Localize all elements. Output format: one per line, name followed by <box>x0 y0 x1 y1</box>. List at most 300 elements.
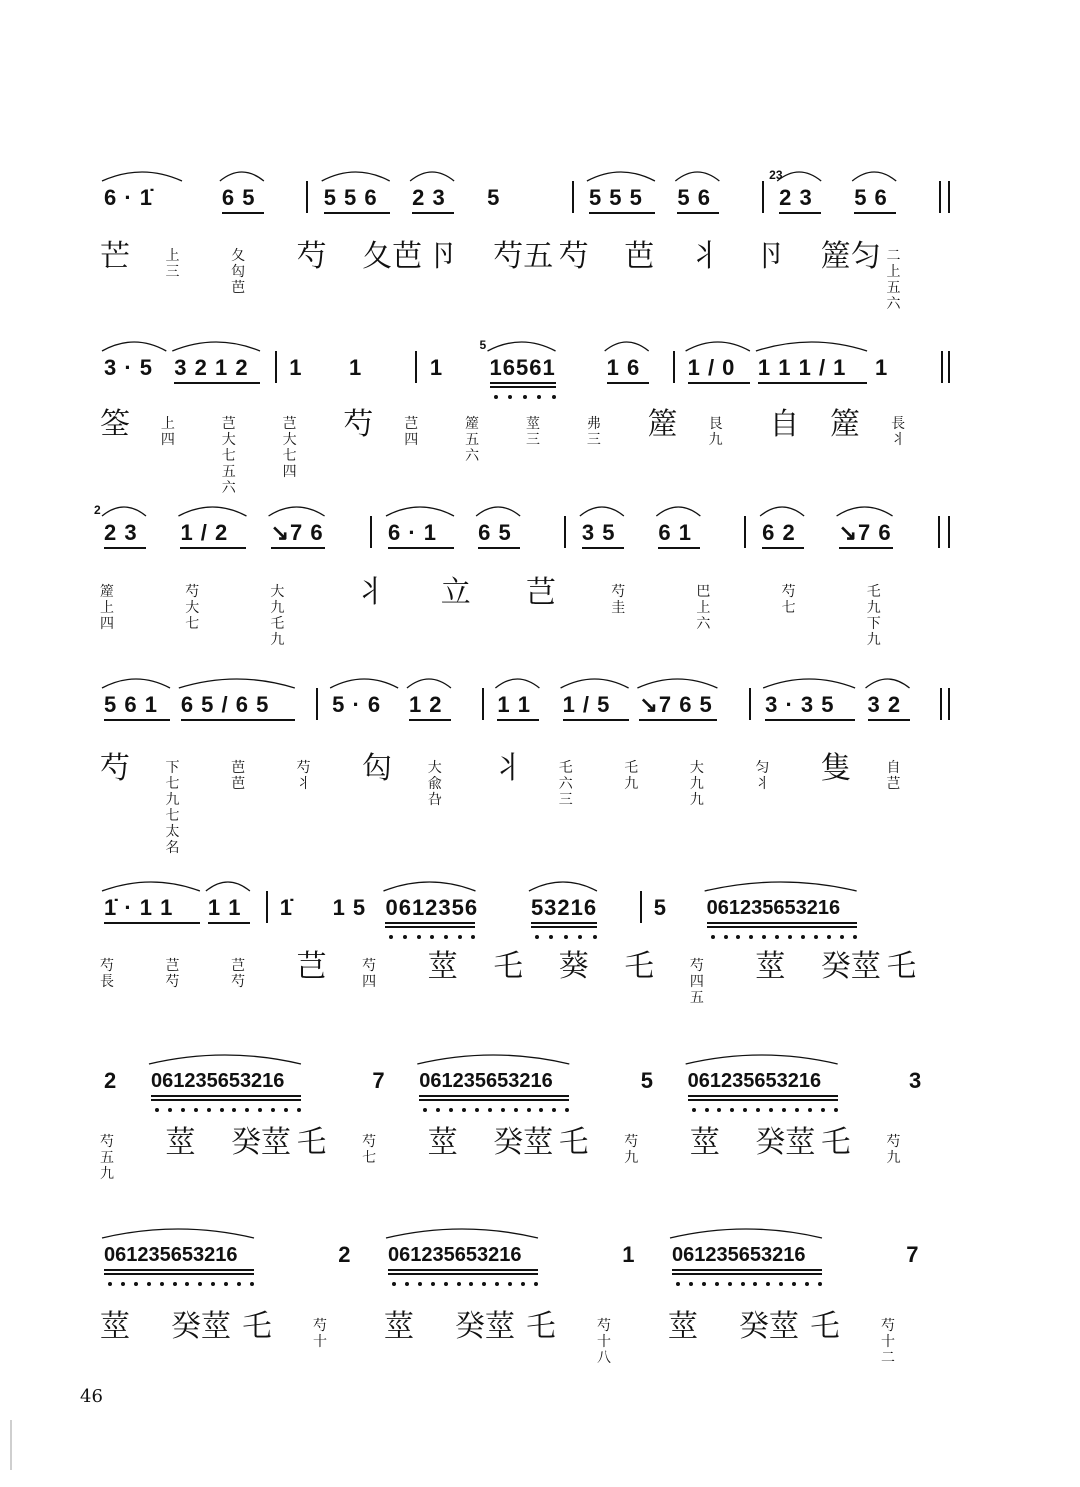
octave-dot <box>775 935 779 939</box>
jianzi-tablature-char: 芍 七 <box>362 1134 377 1166</box>
slur-arc <box>686 342 750 351</box>
jianpu-note-group: 3 · 5 <box>104 355 154 380</box>
octave-dot <box>539 1108 543 1112</box>
octave-dot <box>495 1282 499 1286</box>
jianzi-tablature-char: 芑 大 七 四 <box>282 416 297 480</box>
octave-dot <box>565 1108 569 1112</box>
jianzi-tablature-char: 芍 圭 <box>611 584 626 616</box>
rhythm-underline <box>409 719 451 721</box>
octave-dot <box>258 1108 262 1112</box>
octave-dot <box>237 1282 241 1286</box>
rhythm-underline <box>181 719 295 721</box>
slur-arc <box>675 172 719 181</box>
jianzi-tablature-char: 芍 <box>558 239 589 274</box>
slur-arc <box>866 679 910 688</box>
jianpu-note-group: 6 5 / 6 5 <box>180 692 270 717</box>
jianpu-note-group: 1̇ <box>279 895 293 920</box>
jianzi-tablature-char: 巴 上 六 <box>696 584 711 632</box>
rhythm-underline <box>531 922 597 924</box>
jianpu-note-group: 061235653216 <box>419 1070 553 1092</box>
slur-arc <box>756 342 867 351</box>
jianzi-tablature-char: 卪 <box>755 239 786 274</box>
octave-dot <box>121 1282 125 1286</box>
jianzi-tablature-char: 芑 芍 <box>165 958 180 990</box>
barline <box>316 688 318 720</box>
jianpu-note-group: 061235653216 <box>388 1244 522 1266</box>
jianpu-note-group: 061235653216 <box>687 1070 822 1092</box>
jianzi-tablature-char: 夂 匃芭 <box>231 248 246 296</box>
rhythm-underline <box>582 547 624 549</box>
jianzi-tablature-char: 芍五 <box>493 239 554 274</box>
slur-arc <box>686 1055 838 1064</box>
slur-arc <box>417 1055 569 1064</box>
slur-arc <box>670 1229 822 1238</box>
jianzi-tablature-char: 芍 九 <box>624 1134 639 1166</box>
jianpu-note-group: 1 / 2 <box>180 520 229 545</box>
jianpu-note-group: 6 1 <box>658 520 692 545</box>
jianzi-tablature-char: 簅 五 六 <box>465 416 480 464</box>
octave-dot <box>782 1108 786 1112</box>
jianzi-tablature-char: 乇 六 三 <box>558 760 573 808</box>
octave-dot <box>211 1282 215 1286</box>
slur-arc <box>102 1229 254 1238</box>
slur-arc <box>386 1229 538 1238</box>
jianpu-note-group: 1 6 <box>606 355 641 380</box>
octave-dot <box>756 1108 760 1112</box>
barline <box>482 688 484 720</box>
jianpu-note-group: 061235653216 <box>150 1070 285 1092</box>
octave-dot <box>134 1282 138 1286</box>
jianzi-tablature-char: 芭 芭 <box>231 760 246 792</box>
jianzi-tablature-char: 癸莖 <box>455 1309 515 1344</box>
jianpu-note-group: 3 · 3 5 <box>765 692 835 717</box>
jianzi-tablature-char: 匀 丬 <box>755 760 770 792</box>
jianzi-tablature-char: 丬 <box>355 575 386 610</box>
jianzi-tablature-char: 上 四 <box>160 416 175 448</box>
rhythm-underline <box>589 212 655 214</box>
jianpu-note-group: 1 1 1 / 1 <box>757 355 847 380</box>
jianzi-tablature-char: 簅匀 <box>820 239 881 274</box>
rhythm-underline <box>688 1095 838 1097</box>
octave-dot <box>108 1282 112 1286</box>
jianzi-tablature-char: 芍 七 <box>781 584 796 616</box>
slur-arc <box>587 172 655 181</box>
jianzi-tablature-char: 癸莖 <box>493 1125 554 1160</box>
slur-arc <box>178 507 246 516</box>
barline <box>749 688 751 720</box>
rhythm-underline <box>531 926 597 928</box>
barline <box>939 181 941 213</box>
rhythm-underline <box>707 926 857 928</box>
jianzi-tablature-char: 大 九 九 <box>689 760 704 808</box>
octave-dot <box>717 1108 721 1112</box>
octave-dot <box>482 1282 486 1286</box>
octave-dot <box>818 1282 822 1286</box>
binding-edge <box>10 1420 12 1470</box>
slur-arc <box>637 679 717 688</box>
barline <box>275 351 277 383</box>
jianzi-tablature-char: 莖 <box>427 949 458 984</box>
jianzi-tablature-char: 莖 三 <box>526 416 540 448</box>
jianzi-tablature-char: 莖 <box>689 1125 720 1160</box>
barline <box>640 891 642 923</box>
slur-arc <box>777 172 821 181</box>
jianzi-tablature-char: 乇 <box>558 1125 589 1160</box>
octave-dot <box>245 1108 249 1112</box>
slur-arc <box>102 172 182 181</box>
octave-dot <box>168 1108 172 1112</box>
jianzi-tablature-char: 芍 十 <box>313 1318 327 1350</box>
grace-note: 23 <box>769 168 783 182</box>
jianzi-tablature-char: 芒 <box>100 239 130 274</box>
octave-dot <box>521 1282 525 1286</box>
jianpu-note-group: 5 5 5 <box>588 185 643 210</box>
jianzi-tablature-char: 芍 五 九 <box>100 1134 114 1182</box>
octave-dot <box>147 1282 151 1286</box>
jianpu-note-group: 7 <box>372 1068 386 1093</box>
jianzi-tablature-char: 艮 九 <box>708 416 723 448</box>
jianzi-tablature-char: 芭 <box>624 239 655 274</box>
jianpu-note-group: 3 2 <box>867 692 902 717</box>
jianzi-tablature-char: 丬 <box>493 751 524 786</box>
jianzi-tablature-char: 簅 <box>647 407 678 442</box>
jianzi-tablature-char: 莖 <box>100 1309 130 1344</box>
jianpu-note-group: 3 2 1 2 <box>174 355 249 380</box>
rhythm-underline <box>607 382 649 384</box>
octave-dot <box>805 1282 809 1286</box>
rhythm-underline <box>385 922 475 924</box>
jianpu-note-group: 53216 <box>530 895 598 920</box>
octave-dot <box>535 935 539 939</box>
jianpu-note-group: 6 · 1̇ <box>104 185 154 210</box>
octave-dot <box>795 1108 799 1112</box>
jianzi-tablature-char: 癸莖 <box>171 1309 231 1344</box>
jianpu-note-group: 16561 <box>489 355 556 380</box>
jianzi-tablature-char: 上 三 <box>165 248 180 280</box>
octave-dot <box>198 1282 202 1286</box>
octave-dot <box>185 1282 189 1286</box>
octave-dot <box>578 935 582 939</box>
jianzi-tablature-char: 乇 <box>810 1309 840 1344</box>
slur-arc <box>149 1055 301 1064</box>
slur-arc <box>495 679 539 688</box>
rhythm-underline <box>412 212 454 214</box>
jianzi-tablature-char: 乇 <box>493 949 524 984</box>
rhythm-underline <box>208 922 250 924</box>
slur-arc <box>605 342 649 351</box>
octave-dot <box>814 935 818 939</box>
barline <box>938 516 940 548</box>
jianpu-note-group: 5 6 1 <box>104 692 158 717</box>
jianzi-tablature-char: 長 丬 <box>891 416 906 448</box>
jianzi-tablature-char: 乇 <box>526 1309 556 1344</box>
octave-dot <box>523 395 527 399</box>
rhythm-underline <box>151 1095 301 1097</box>
jianpu-note-group: 6 5 <box>478 520 512 545</box>
jianzi-tablature-char: 乇 <box>242 1309 272 1344</box>
jianzi-tablature-char: 莖 <box>384 1309 414 1344</box>
jianpu-note-group: 1 / 5 <box>562 692 611 717</box>
grace-note: 5 <box>479 338 487 352</box>
slur-arc <box>561 679 629 688</box>
slur-arc <box>476 507 520 516</box>
octave-dot <box>392 1282 396 1286</box>
jianzi-tablature-char: 芍 四 五 <box>689 958 704 1006</box>
jianpu-note-group: ↘7 6 <box>838 520 892 545</box>
jianzi-tablature-char: 隻 <box>820 751 851 786</box>
jianzi-tablature-char: 芑 四 <box>404 416 419 448</box>
jianzi-tablature-char: 莖 <box>427 1125 458 1160</box>
octave-dot <box>462 1108 466 1112</box>
jianzi-tablature-char: 芍 丬 <box>296 760 311 792</box>
rhythm-underline <box>639 719 717 721</box>
jianpu-note-group: 1 <box>429 355 444 380</box>
barline <box>266 891 268 923</box>
octave-dot <box>271 1108 275 1112</box>
jianpu-note-group: 061235653216 <box>104 1244 238 1266</box>
barline <box>948 351 950 383</box>
jianzi-tablature-char: 二 上 五 六 <box>886 248 901 312</box>
octave-dot <box>676 1282 680 1286</box>
jianzi-tablature-char: 乇 <box>624 949 655 984</box>
jianzi-tablature-char: 芑 大 七 五 六 <box>221 416 236 496</box>
octave-dot <box>444 935 448 939</box>
jianzi-tablature-char: 立 <box>440 575 471 610</box>
rhythm-underline <box>658 547 700 549</box>
rhythm-underline <box>104 1269 254 1271</box>
jianpu-note-group: 7 <box>906 1242 920 1267</box>
octave-dot <box>834 1108 838 1112</box>
octave-dot <box>444 1282 448 1286</box>
jianzi-tablature-char: 乇 <box>886 949 917 984</box>
jianzi-tablature-char: 下 七 九 七 太 名 <box>165 760 180 856</box>
jianpu-note-group: 061235653216 <box>672 1244 806 1266</box>
octave-dot <box>801 935 805 939</box>
rhythm-underline <box>672 1273 822 1275</box>
jianzi-tablature-char: 大 九 乇 九 <box>270 584 285 648</box>
rhythm-underline <box>419 1099 569 1101</box>
octave-dot <box>728 1282 732 1286</box>
rhythm-underline <box>271 547 325 549</box>
jianzi-tablature-char: 芍 十 二 <box>881 1318 895 1366</box>
jianzi-tablature-char: 簅 <box>830 407 861 442</box>
jianzi-tablature-char: 筌 <box>100 407 130 442</box>
octave-dot <box>508 1282 512 1286</box>
octave-dot <box>741 1282 745 1286</box>
jianpu-note-group: ↘7 6 <box>270 520 324 545</box>
barline <box>564 516 566 548</box>
octave-dot <box>534 1282 538 1286</box>
octave-dot <box>194 1108 198 1112</box>
octave-dot <box>821 1108 825 1112</box>
octave-dot <box>449 1108 453 1112</box>
jianpu-note-group: 5 · 6 <box>332 692 382 717</box>
octave-dot <box>840 935 844 939</box>
octave-dot <box>766 1282 770 1286</box>
jianpu-note-group: 6 · 1 <box>388 520 438 545</box>
jianpu-note-group: 1 2 <box>408 692 443 717</box>
octave-dot <box>743 1108 747 1112</box>
octave-dot <box>508 395 512 399</box>
octave-dot <box>436 1108 440 1112</box>
octave-dot <box>160 1282 164 1286</box>
octave-dot <box>762 935 766 939</box>
octave-dot <box>749 935 753 939</box>
rhythm-underline <box>688 382 750 384</box>
barline <box>941 351 943 383</box>
slur-arc <box>220 172 264 181</box>
rhythm-underline <box>677 212 719 214</box>
jianzi-tablature-char: 癸莖 <box>820 949 881 984</box>
octave-dot <box>537 395 541 399</box>
jianpu-note-group: 5 6 <box>677 185 711 210</box>
jianpu-note-group: 2 <box>104 1068 118 1093</box>
octave-dot <box>284 1108 288 1112</box>
jianzi-tablature-char: 大 兪 叴 <box>427 760 442 808</box>
jianzi-tablature-char: 自 芑 <box>886 760 901 792</box>
barline <box>572 181 574 213</box>
jianpu-note-group: 5 <box>653 895 667 920</box>
octave-dot <box>711 935 715 939</box>
octave-dot <box>702 1282 706 1286</box>
barline <box>762 181 764 213</box>
jianzi-tablature-char: 弗 三 <box>586 416 601 448</box>
slur-arc <box>656 507 700 516</box>
jianzi-tablature-char: 莖 <box>668 1309 698 1344</box>
octave-dot <box>430 935 434 939</box>
jianpu-note-group: 2 3 <box>779 185 813 210</box>
octave-dot <box>431 1282 435 1286</box>
octave-dot <box>564 935 568 939</box>
jianpu-note-group: 5 5 6 <box>323 185 378 210</box>
jianzi-tablature-char: 癸莖 <box>739 1309 799 1344</box>
jianzi-tablature-char: 葵 <box>558 949 589 984</box>
rhythm-underline <box>324 212 390 214</box>
jianzi-tablature-char: 芍 大 七 <box>185 584 200 632</box>
octave-dot <box>418 1282 422 1286</box>
octave-dot <box>457 1282 461 1286</box>
rhythm-underline <box>174 382 260 384</box>
jianpu-note-group: 1 <box>622 1242 636 1267</box>
rhythm-underline <box>104 922 200 924</box>
slur-arc <box>102 507 146 516</box>
jianzi-tablature-char: 芑 <box>296 949 327 984</box>
jianpu-note-group: 2 3 <box>104 520 138 545</box>
barline <box>370 516 372 548</box>
jianpu-note-group: 0612356 <box>385 895 479 920</box>
rhythm-underline <box>839 547 893 549</box>
octave-dot <box>827 935 831 939</box>
rhythm-underline <box>388 1269 538 1271</box>
octave-dot <box>469 1282 473 1286</box>
octave-dot <box>232 1108 236 1112</box>
jianpu-note-group: 5 <box>640 1068 654 1093</box>
octave-dot <box>207 1108 211 1112</box>
jianzi-tablature-char: 匃 <box>362 751 393 786</box>
octave-dot <box>527 1108 531 1112</box>
octave-dot <box>389 935 393 939</box>
octave-dot <box>549 935 553 939</box>
rhythm-underline <box>765 719 855 721</box>
jianpu-note-group: 2 <box>338 1242 352 1267</box>
slur-arc <box>102 342 166 351</box>
octave-dot <box>297 1108 301 1112</box>
jianzi-tablature-char: 癸莖 <box>755 1125 816 1160</box>
rhythm-underline <box>779 212 821 214</box>
octave-dot <box>692 1108 696 1112</box>
jianzi-tablature-char: 自 <box>769 407 800 442</box>
jianpu-note-group: 1 1 <box>497 692 531 717</box>
slur-arc <box>322 172 390 181</box>
slur-arc <box>407 679 451 688</box>
jianzi-tablature-char: 莖 <box>755 949 786 984</box>
octave-dot <box>155 1108 159 1112</box>
rhythm-underline <box>672 1269 822 1271</box>
octave-dot <box>730 1108 734 1112</box>
octave-dot <box>475 1108 479 1112</box>
rhythm-underline <box>104 547 146 549</box>
rhythm-underline <box>490 386 556 388</box>
octave-dot <box>173 1282 177 1286</box>
jianpu-note-group: 6 5 <box>221 185 256 210</box>
octave-dot <box>458 935 462 939</box>
rhythm-underline <box>222 212 264 214</box>
slur-arc <box>386 507 454 516</box>
octave-dot <box>792 1282 796 1286</box>
jianzi-tablature-char: 丬 <box>689 239 720 274</box>
octave-dot <box>501 1108 505 1112</box>
jianpu-note-group: 5 6 <box>854 185 888 210</box>
jianzi-tablature-char: 莖 <box>165 1125 196 1160</box>
barline <box>673 351 675 383</box>
jianpu-note-group: 1 / 0 <box>687 355 736 380</box>
octave-dot <box>689 1282 693 1286</box>
jianzi-tablature-char: 乇 九 下 九 <box>866 584 881 648</box>
jianzi-tablature-char: 芑 <box>526 575 556 610</box>
slur-arc <box>206 882 250 891</box>
octave-dot <box>488 1108 492 1112</box>
jianzi-tablature-char: 芍 九 <box>886 1134 901 1166</box>
octave-dot <box>220 1108 224 1112</box>
rhythm-underline <box>497 719 539 721</box>
jianpu-note-group: 6 2 <box>762 520 796 545</box>
octave-dot <box>494 395 498 399</box>
jianzi-tablature-char: 癸莖 <box>231 1125 292 1160</box>
jianpu-note-group: 5 <box>487 185 501 210</box>
slur-arc <box>760 507 804 516</box>
octave-dot <box>423 1108 427 1112</box>
jianzi-tablature-char: 芍 <box>296 239 327 274</box>
jianzi-tablature-char: 芍 四 <box>362 958 377 990</box>
slur-arc <box>580 507 624 516</box>
octave-dot <box>753 1282 757 1286</box>
jianzi-tablature-char: 芍 <box>343 407 374 442</box>
jianpu-note-group: 1 5 <box>332 895 367 920</box>
rhythm-underline <box>104 1273 254 1275</box>
octave-dot <box>779 1282 783 1286</box>
octave-dot <box>181 1108 185 1112</box>
octave-dot <box>788 935 792 939</box>
barline <box>948 181 950 213</box>
jianzi-tablature-char: 芍 十 八 <box>597 1318 611 1366</box>
octave-dot <box>405 1282 409 1286</box>
barline <box>744 516 746 548</box>
slur-arc <box>837 507 893 516</box>
barline <box>415 351 417 383</box>
rhythm-underline <box>388 1273 538 1275</box>
barline <box>940 688 942 720</box>
slur-arc <box>383 882 475 891</box>
